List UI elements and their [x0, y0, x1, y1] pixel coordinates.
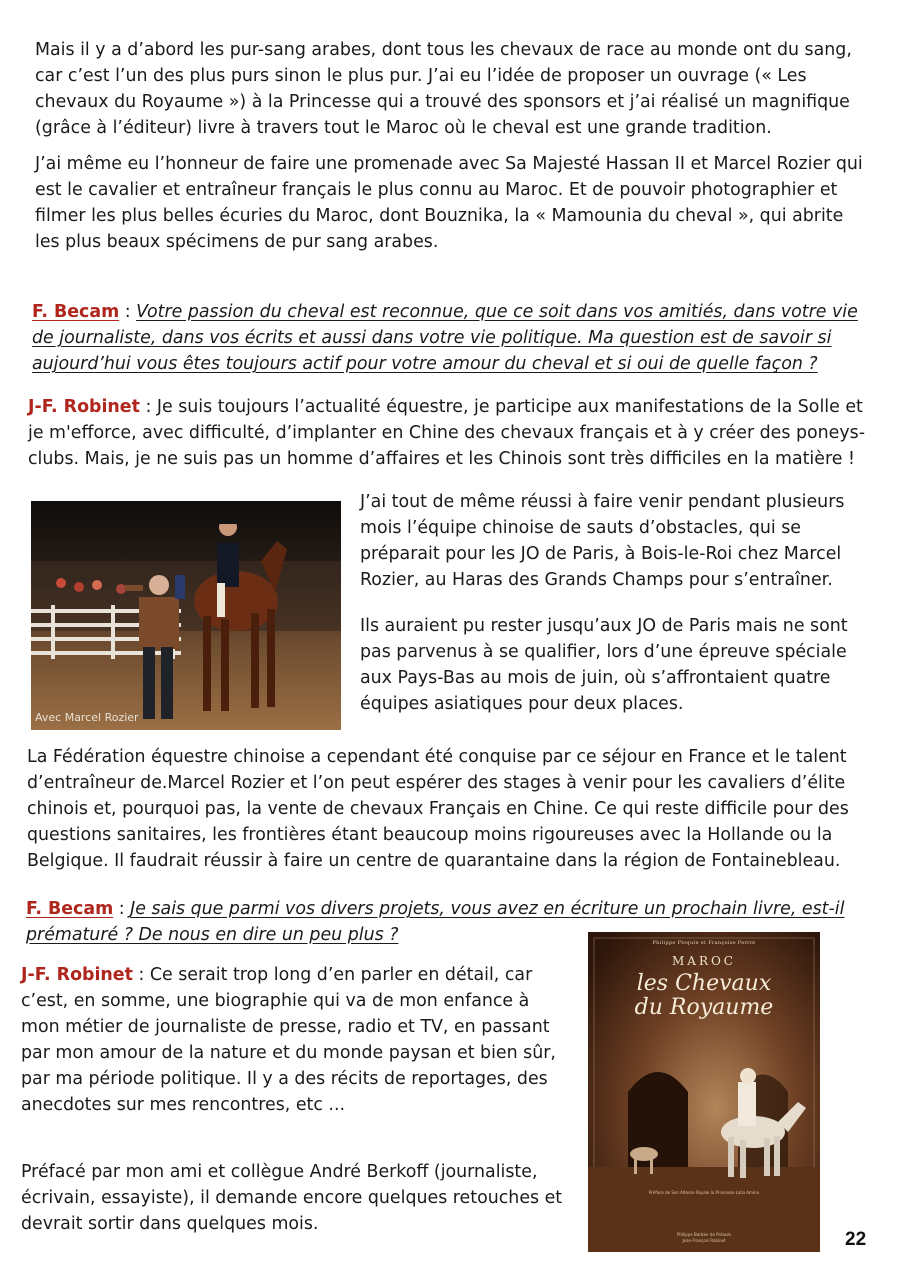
question-1	[32, 299, 874, 377]
question-1-speaker: F. Becam	[32, 302, 120, 322]
question-2-speaker: F. Becam	[26, 899, 114, 919]
question-2-separator: :	[113, 899, 131, 919]
answer-1-speaker: J-F. Robinet	[28, 397, 140, 417]
answer-2	[21, 962, 566, 1118]
book-preface: Préface de Son Altesse Royale la Princesse Lalla Amina	[648, 1190, 760, 1195]
book-country: MAROC	[671, 954, 736, 968]
page-number: 22	[845, 1229, 867, 1250]
question-1-separator: :	[119, 302, 137, 322]
photo-caption: Avec Marcel Rozier	[35, 711, 139, 724]
answer-2-paragraph-2: Préfacé par mon ami et collègue André Berkoff (journaliste, écrivain, essayiste), il demande encore quelques retouches et devrait sortir dans quelques mois.	[21, 1162, 563, 1234]
answer-1-separator: :	[139, 397, 157, 417]
question-2-text: Je sais que parmi vos divers projets, vous avez en écriture un prochain livre, est-il prématuré ? De nous en dire un peu plus ?	[26, 899, 845, 945]
photo-image	[31, 501, 341, 730]
answer-1-paragraph-3: Ils auraient pu rester jusqu’aux JO de Paris mais ne sont pas parvenus à se qualifier, lors d’une épreuve spéciale aux Pays-Bas au mois de juin, où s’affrontaient quatre équipes asiatiques pour deux places.	[360, 616, 848, 714]
photo-marcel-rozier	[31, 501, 341, 730]
book-credits	[588, 1232, 820, 1244]
answer-2-text: Ce serait trop long d’en parler en détail, car c’est, en somme, une biographie qui va de mon enfance à mon métier de journaliste de presse, radio et TV, en passant par mon amour de la nature et du monde paysan et bien sûr, par ma période politique. Il y a des récits de reportages, des anecdotes sur mes rencontres, etc ...	[21, 965, 556, 1115]
intro-paragraph: Mais il y a d’abord les pur-sang arabes, dont tous les chevaux de race au monde ont du sang, car c’est l’un des plus purs sinon le plus pur. J’ai eu l’idée de proposer un ouvrage (« Les chevaux du Royaume ») à la Princesse qui a trouvé des sponsors et j’ai réalisé un magnifique (grâce à l’éditeur) livre à travers tout le Maroc où le cheval est une grande tradition.	[35, 40, 852, 138]
second-paragraph: J’ai même eu l’honneur de faire une promenade avec Sa Majesté Hassan II et Marcel Rozier qui est le cavalier et entraîneur français le plus connu au Maroc. Et de pouvoir photographier et filmer les plus belles écuries du Maroc, dont Bouznika, la « Mamounia du cheval », qui abrite les plus beaux spécimens de pur sang arabes.	[35, 154, 863, 252]
book-title-line-2: du Royaume	[634, 995, 774, 1020]
book-credits-line-2: Jean-François Robinet	[682, 1238, 726, 1243]
answer-1	[28, 394, 866, 472]
book-title-line-1: les Chevaux	[636, 971, 772, 996]
question-1-text: Votre passion du cheval est reconnue, que ce soit dans vos amitiés, dans votre vie de journaliste, dans vos écrits et aussi dans votre vie politique. Ma question est de savoir si aujourd’hui vous êtes toujours actif pour votre amour du cheval et si oui de quelle façon ?	[32, 302, 858, 374]
answer-2-separator: :	[132, 965, 150, 985]
book-authors: Philippe Ploquin et Françoise Perrot	[652, 940, 756, 946]
book-credits-line-1: Philippe Barbier de Préaulx	[676, 1232, 732, 1237]
answer-2-speaker: J-F. Robinet	[21, 965, 133, 985]
answer-1-text: Je suis toujours l’actualité équestre, je participe aux manifestations de la Solle et je m'efforce, avec difficulté, d’implanter en Chine des chevaux français et à y créer des poneys-clubs. Mais, je ne suis pas un homme d’affaires et les Chinois sont très difficiles en la matière !	[28, 397, 865, 469]
answer-1-paragraph-4: La Fédération équestre chinoise a cependant été conquise par ce séjour en France et le talent d’entraîneur de.Marcel Rozier et l’on peut espérer des stages à venir pour les cavaliers d’élite chinois et, pourquoi pas, la vente de chevaux Français en Chine. Ce qui reste difficile pour des questions sanitaires, les frontières étant beaucoup moins rigoureuses avec la Hollande ou la Belgique. Il faudrait réussir à faire un centre de quarantaine dans la région de Fontainebleau.	[27, 747, 849, 871]
book-cover	[588, 932, 820, 1252]
answer-1-paragraph-2: J’ai tout de même réussi à faire venir pendant plusieurs mois l’équipe chinoise de sauts d’obstacles, qui se préparait pour les JO de Paris, à Bois-le-Roi chez Marcel Rozier, au Haras des Grands Champs pour s’entraîner.	[360, 492, 845, 590]
book-title	[588, 972, 820, 1020]
